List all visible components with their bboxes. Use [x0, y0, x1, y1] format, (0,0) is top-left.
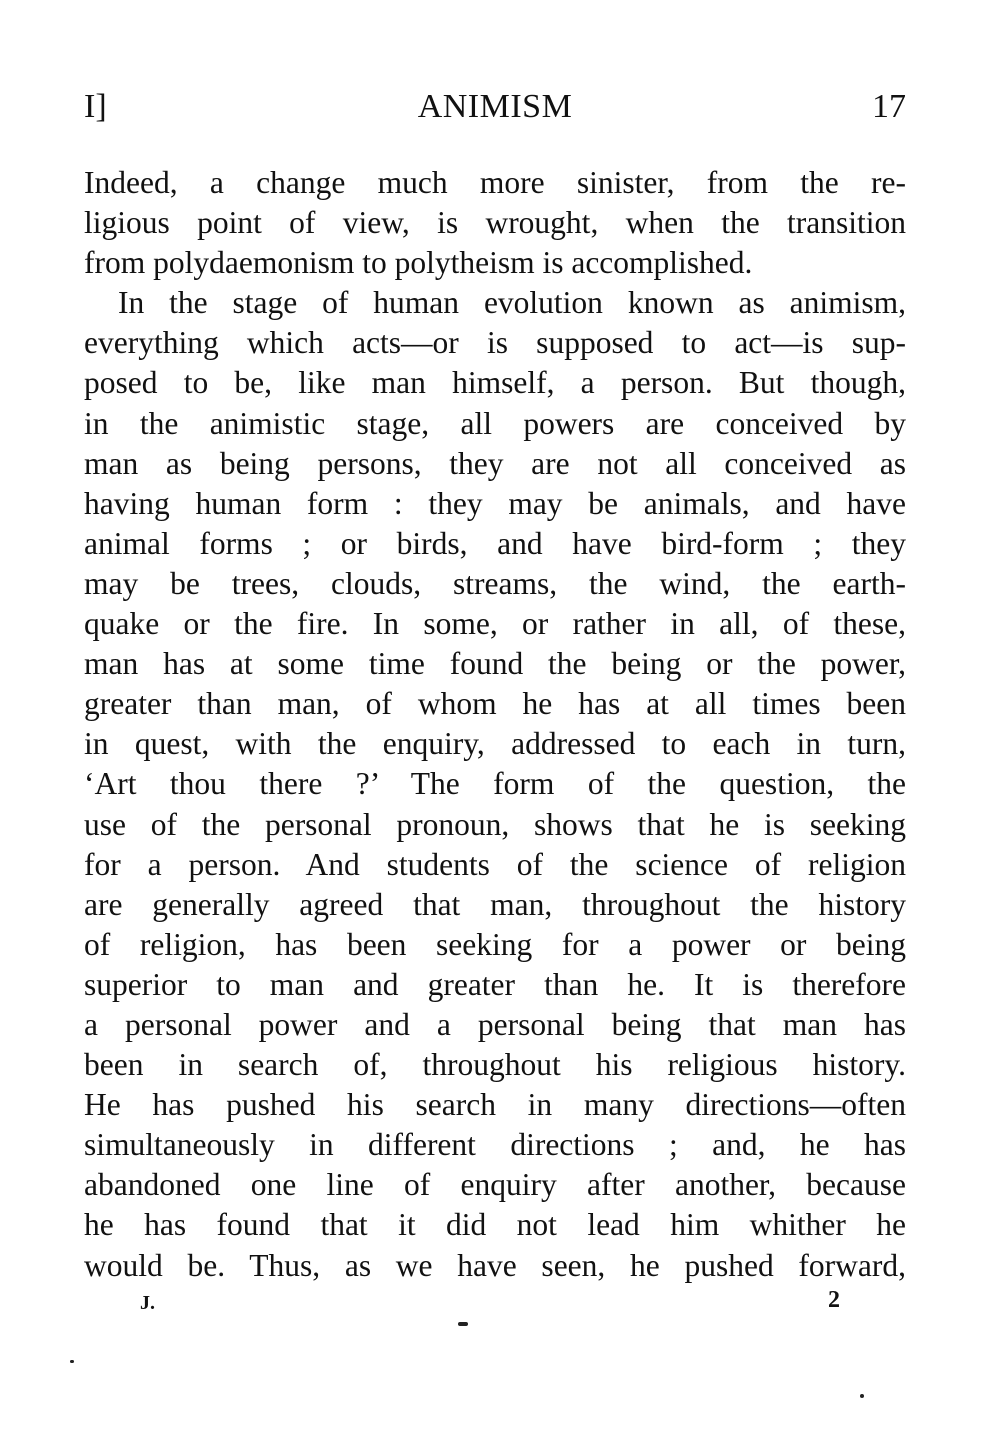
running-head: [84, 88, 906, 132]
text-line: everything which acts—or is supposed to act—is sup-: [84, 325, 906, 361]
chapter-marker: I]: [84, 88, 107, 125]
text-line: posed to be, like man himself, a person. But though,: [84, 365, 906, 401]
text-line: from polydaemonism to polytheism is accomplished.: [84, 245, 753, 281]
text-line: man as being persons, they are not all conceived as: [84, 445, 906, 481]
text-line: he has found that it did not lead him whither he: [84, 1207, 906, 1243]
text-line: superior to man and greater than he. It is therefore: [84, 966, 906, 1002]
text-line: for a person. And students of the science of religion: [84, 846, 906, 882]
text-line: abandoned one line of enquiry after another, because: [84, 1167, 906, 1203]
signature-mark: J.: [140, 1292, 155, 1314]
body-text: [84, 163, 906, 1286]
text-line: animal forms ; or birds, and have bird-form ; they: [84, 525, 906, 561]
paragraph-2: [84, 283, 906, 1285]
paragraph-1: [84, 163, 906, 283]
text-line: In the stage of human evolution known as animism,: [118, 285, 906, 321]
text-line: of religion, has been seeking for a power or being: [84, 926, 906, 962]
text-line: in quest, with the enquiry, addressed to each in turn,: [84, 726, 906, 762]
text-line: may be trees, clouds, streams, the wind, the earth-: [84, 565, 906, 601]
text-line: ‘Art thou there ?’ The form of the question, the: [84, 766, 906, 802]
sheet-number: 2: [828, 1287, 840, 1313]
text-line: simultaneously in different directions ; and, he has: [84, 1127, 906, 1163]
text-line: use of the personal pronoun, shows that he is seeking: [84, 806, 906, 842]
running-title: ANIMISM: [417, 88, 573, 125]
ink-speck: [70, 1360, 74, 1363]
text-line: quake or the fire. In some, or rather in all, of these,: [84, 606, 906, 642]
text-line: man has at some time found the being or the power,: [84, 646, 906, 682]
text-line: greater than man, of whom he has at all times been: [84, 686, 906, 722]
text-line: are generally agreed that man, throughout the history: [84, 886, 906, 922]
text-line: He has pushed his search in many directions—often: [84, 1087, 906, 1123]
page-number: 17: [872, 88, 906, 125]
ink-speck: [458, 1322, 468, 1326]
text-line: having human form : they may be animals, and have: [84, 485, 906, 521]
text-line: a personal power and a personal being that man has: [84, 1006, 906, 1042]
text-line: in the animistic stage, all powers are conceived by: [84, 405, 906, 441]
ink-speck: [860, 1394, 864, 1398]
text-line: ligious point of view, is wrought, when the transition: [84, 205, 906, 241]
text-line: Indeed, a change much more sinister, from the re-: [84, 165, 906, 200]
text-line: been in search of, throughout his religious history.: [84, 1047, 906, 1083]
text-line: would be. Thus, as we have seen, he pushed forward,: [84, 1247, 906, 1283]
